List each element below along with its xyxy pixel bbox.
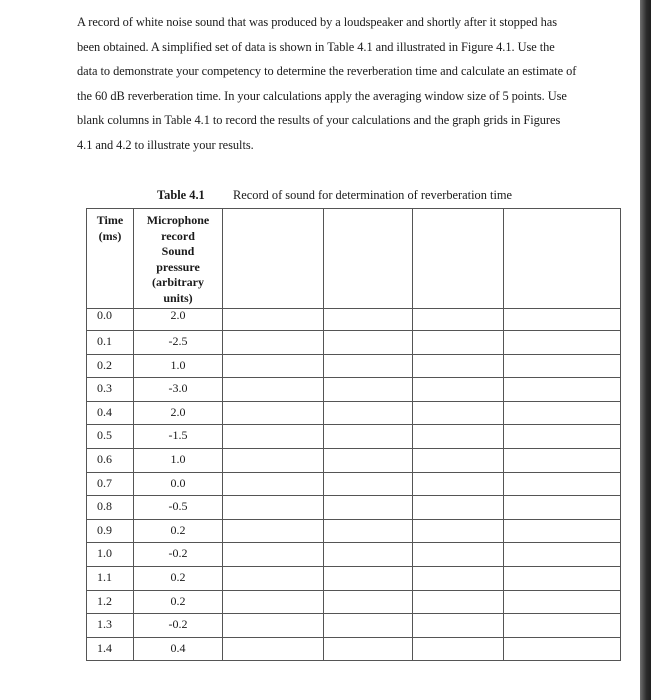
blank-result-cell[interactable] <box>223 496 324 520</box>
blank-result-cell[interactable] <box>413 309 504 331</box>
statement-line: 4.1 and 4.2 to illustrate your results. <box>77 137 254 152</box>
blank-result-cell[interactable] <box>223 354 324 378</box>
blank-result-cell[interactable] <box>413 543 504 567</box>
table-row <box>87 425 621 449</box>
blank-result-cell[interactable] <box>324 614 413 638</box>
statement-line: the 60 dB reverberation time. In your calculations apply the averaging window size of 5 points. Use <box>77 88 567 103</box>
time-cell: 1.3 <box>87 614 134 638</box>
blank-result-cell[interactable] <box>504 637 621 661</box>
table-row <box>87 566 621 590</box>
blank-result-cell[interactable] <box>504 331 621 355</box>
time-cell: 0.0 <box>87 309 134 331</box>
blank-result-cell[interactable] <box>504 309 621 331</box>
table-caption-text: Record of sound for determination of reverberation time <box>233 188 513 202</box>
blank-result-cell[interactable] <box>324 519 413 543</box>
pressure-cell: -3.0 <box>134 378 223 402</box>
time-header-cell <box>87 209 134 309</box>
blank-result-cell[interactable] <box>413 496 504 520</box>
time-cell: 0.2 <box>87 354 134 378</box>
microphone-header-cell <box>134 209 223 309</box>
time-header-line: (ms) <box>98 228 122 243</box>
table-row <box>87 354 621 378</box>
blank-result-cell[interactable] <box>413 378 504 402</box>
blank-result-cell[interactable] <box>504 496 621 520</box>
blank-result-cell[interactable] <box>324 566 413 590</box>
statement-line: blank columns in Table 4.1 to record the results of your calculations and the graph grids in Figures <box>77 113 561 127</box>
blank-result-cell[interactable] <box>504 401 621 425</box>
blank-result-cell[interactable] <box>504 590 621 614</box>
blank-result-cell[interactable] <box>324 472 413 496</box>
pressure-cell: -2.5 <box>134 331 223 355</box>
blank-result-cell[interactable] <box>324 543 413 567</box>
table-row <box>87 519 621 543</box>
blank-result-cell[interactable] <box>324 590 413 614</box>
pressure-cell: -0.2 <box>134 543 223 567</box>
blank-result-cell[interactable] <box>504 354 621 378</box>
blank-header-cell[interactable] <box>223 209 324 309</box>
pressure-cell: 0.4 <box>134 637 223 661</box>
time-cell: 1.2 <box>87 590 134 614</box>
table-row <box>87 309 621 331</box>
blank-result-cell[interactable] <box>504 614 621 638</box>
table-row <box>87 472 621 496</box>
blank-result-cell[interactable] <box>413 614 504 638</box>
table-row <box>87 378 621 402</box>
table-caption-number: Table 4.1 <box>157 188 205 202</box>
blank-result-cell[interactable] <box>324 401 413 425</box>
blank-result-cell[interactable] <box>223 448 324 472</box>
pressure-cell: 2.0 <box>134 309 223 331</box>
blank-result-cell[interactable] <box>223 425 324 449</box>
time-cell: 0.1 <box>87 331 134 355</box>
time-cell: 0.4 <box>87 401 134 425</box>
blank-result-cell[interactable] <box>413 590 504 614</box>
table-row <box>87 331 621 355</box>
statement-line: been obtained. A simplified set of data is shown in Table 4.1 and illustrated in Figure 4.1. Use the <box>77 39 555 54</box>
table-row <box>87 614 621 638</box>
blank-header-cell[interactable] <box>413 209 504 309</box>
page-edge-shadow <box>640 0 651 700</box>
blank-result-cell[interactable] <box>413 637 504 661</box>
pressure-cell: 0.2 <box>134 519 223 543</box>
blank-result-cell[interactable] <box>223 331 324 355</box>
statement-line: data to demonstrate your competency to determine the reverberation time and calculate an estimate of <box>77 64 577 78</box>
reverberation-data-table <box>86 208 621 661</box>
time-cell: 0.8 <box>87 496 134 520</box>
microphone-header-line: (arbitrary <box>152 275 204 289</box>
blank-result-cell[interactable] <box>324 448 413 472</box>
pressure-cell: 2.0 <box>134 401 223 425</box>
pressure-cell: 0.2 <box>134 590 223 614</box>
table-header-row <box>87 209 621 309</box>
blank-result-cell[interactable] <box>413 519 504 543</box>
blank-result-cell[interactable] <box>324 309 413 331</box>
time-cell: 0.6 <box>87 448 134 472</box>
blank-result-cell[interactable] <box>413 425 504 449</box>
blank-result-cell[interactable] <box>223 309 324 331</box>
microphone-header-line: pressure <box>156 259 200 274</box>
time-cell: 0.9 <box>87 519 134 543</box>
blank-result-cell[interactable] <box>504 566 621 590</box>
pressure-cell: -0.2 <box>134 614 223 638</box>
problem-statement <box>77 10 617 157</box>
blank-result-cell[interactable] <box>413 354 504 378</box>
microphone-header-line: Microphone <box>146 213 210 227</box>
blank-result-cell[interactable] <box>324 354 413 378</box>
blank-result-cell[interactable] <box>223 378 324 402</box>
blank-result-cell[interactable] <box>324 496 413 520</box>
blank-result-cell[interactable] <box>223 519 324 543</box>
blank-result-cell[interactable] <box>413 472 504 496</box>
pressure-cell: -0.5 <box>134 496 223 520</box>
time-header-line: Time <box>96 213 124 227</box>
blank-result-cell[interactable] <box>504 448 621 472</box>
pressure-cell: 1.0 <box>134 354 223 378</box>
pressure-cell: -1.5 <box>134 425 223 449</box>
pressure-cell: 0.2 <box>134 566 223 590</box>
blank-result-cell[interactable] <box>413 448 504 472</box>
time-cell: 1.0 <box>87 543 134 567</box>
table-row <box>87 448 621 472</box>
pressure-cell: 1.0 <box>134 448 223 472</box>
blank-result-cell[interactable] <box>324 637 413 661</box>
table-row <box>87 543 621 567</box>
time-cell: 0.7 <box>87 472 134 496</box>
blank-header-cell[interactable] <box>504 209 621 309</box>
microphone-header-line: record <box>161 228 195 243</box>
microphone-header-line: Sound <box>161 244 195 258</box>
blank-result-cell[interactable] <box>504 378 621 402</box>
blank-result-cell[interactable] <box>223 614 324 638</box>
time-cell: 0.3 <box>87 378 134 402</box>
table-row <box>87 401 621 425</box>
pressure-cell: 0.0 <box>134 472 223 496</box>
blank-result-cell[interactable] <box>413 401 504 425</box>
table-row <box>87 496 621 520</box>
blank-result-cell[interactable] <box>413 331 504 355</box>
blank-result-cell[interactable] <box>223 637 324 661</box>
table-row <box>87 637 621 661</box>
blank-result-cell[interactable] <box>324 425 413 449</box>
blank-result-cell[interactable] <box>504 519 621 543</box>
blank-result-cell[interactable] <box>504 543 621 567</box>
blank-header-cell[interactable] <box>324 209 413 309</box>
statement-line: A record of white noise sound that was produced by a loudspeaker and shortly after it stopped has <box>77 15 557 29</box>
time-cell: 1.4 <box>87 637 134 661</box>
time-cell: 1.1 <box>87 566 134 590</box>
blank-result-cell[interactable] <box>223 401 324 425</box>
blank-result-cell[interactable] <box>324 331 413 355</box>
blank-result-cell[interactable] <box>223 566 324 590</box>
blank-result-cell[interactable] <box>504 472 621 496</box>
blank-result-cell[interactable] <box>324 378 413 402</box>
blank-result-cell[interactable] <box>504 425 621 449</box>
time-cell: 0.5 <box>87 425 134 449</box>
blank-result-cell[interactable] <box>413 566 504 590</box>
table-row <box>87 590 621 614</box>
blank-result-cell[interactable] <box>223 472 324 496</box>
blank-result-cell[interactable] <box>223 543 324 567</box>
microphone-header-line: units) <box>163 290 193 305</box>
blank-result-cell[interactable] <box>223 590 324 614</box>
